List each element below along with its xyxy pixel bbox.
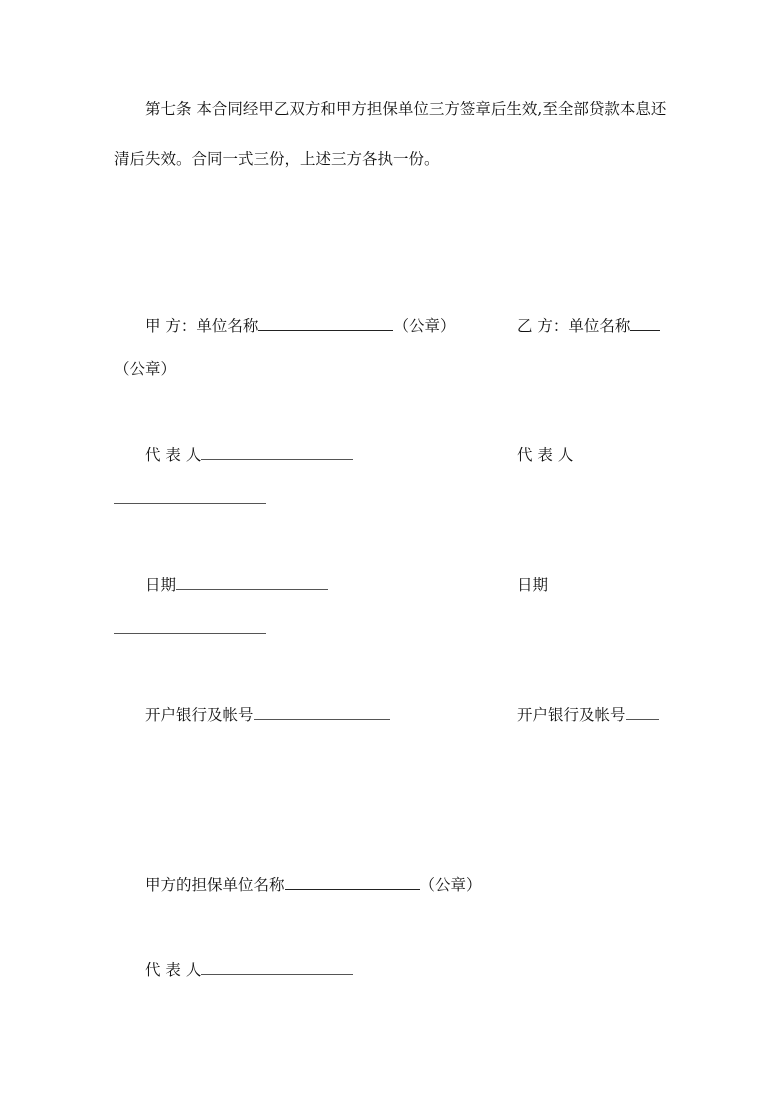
party-a-bank-row (145, 705, 390, 725)
party-b-rep-label: 代 表 人 (517, 446, 574, 464)
guarantor-rep-blank[interactable] (201, 973, 353, 975)
party-a-bank-blank[interactable] (254, 718, 390, 720)
guarantor-rep-row (145, 960, 353, 980)
party-b-rep-blank[interactable] (114, 503, 266, 504)
party-b-bank-label: 开户银行及帐号 (517, 706, 626, 724)
party-b-seal: （公章） (114, 360, 177, 378)
party-a-date-blank[interactable] (176, 588, 328, 590)
party-a-seal: （公章） (393, 317, 456, 335)
party-b-bank-blank[interactable] (626, 718, 659, 720)
guarantor-seal: （公章） (419, 876, 482, 894)
party-a-rep-label: 代 表 人 (145, 446, 202, 464)
party-a-name-row (145, 316, 455, 336)
guarantor-name-blank[interactable] (285, 888, 420, 890)
party-a-rep-row (145, 445, 353, 465)
party-a-name-label: 甲 方：单位名称 (145, 317, 259, 335)
party-b-name-row (517, 316, 660, 336)
party-a-date-row (145, 575, 328, 595)
guarantor-rep-label: 代 表 人 (145, 961, 202, 979)
party-a-date-label: 日期 (145, 576, 177, 594)
party-a-bank-label: 开户银行及帐号 (145, 706, 254, 724)
party-b-name-blank[interactable] (630, 329, 660, 331)
party-b-bank-row (517, 705, 659, 725)
party-b-date-blank[interactable] (114, 633, 266, 634)
party-b-date-label: 日期 (517, 576, 549, 594)
article-7-line-1: 第七条 本合同经甲乙双方和甲方担保单位三方签章后生效,至全部贷款本息还 (145, 100, 667, 118)
party-a-rep-blank[interactable] (201, 458, 353, 460)
guarantor-name-row (145, 875, 482, 895)
party-b-name-label: 乙 方：单位名称 (517, 317, 631, 335)
article-7-line-2: 清后失效。合同一式三份，上述三方各执一份。 (114, 150, 440, 168)
guarantor-name-label: 甲方的担保单位名称 (145, 876, 285, 894)
party-a-name-blank[interactable] (258, 329, 393, 331)
